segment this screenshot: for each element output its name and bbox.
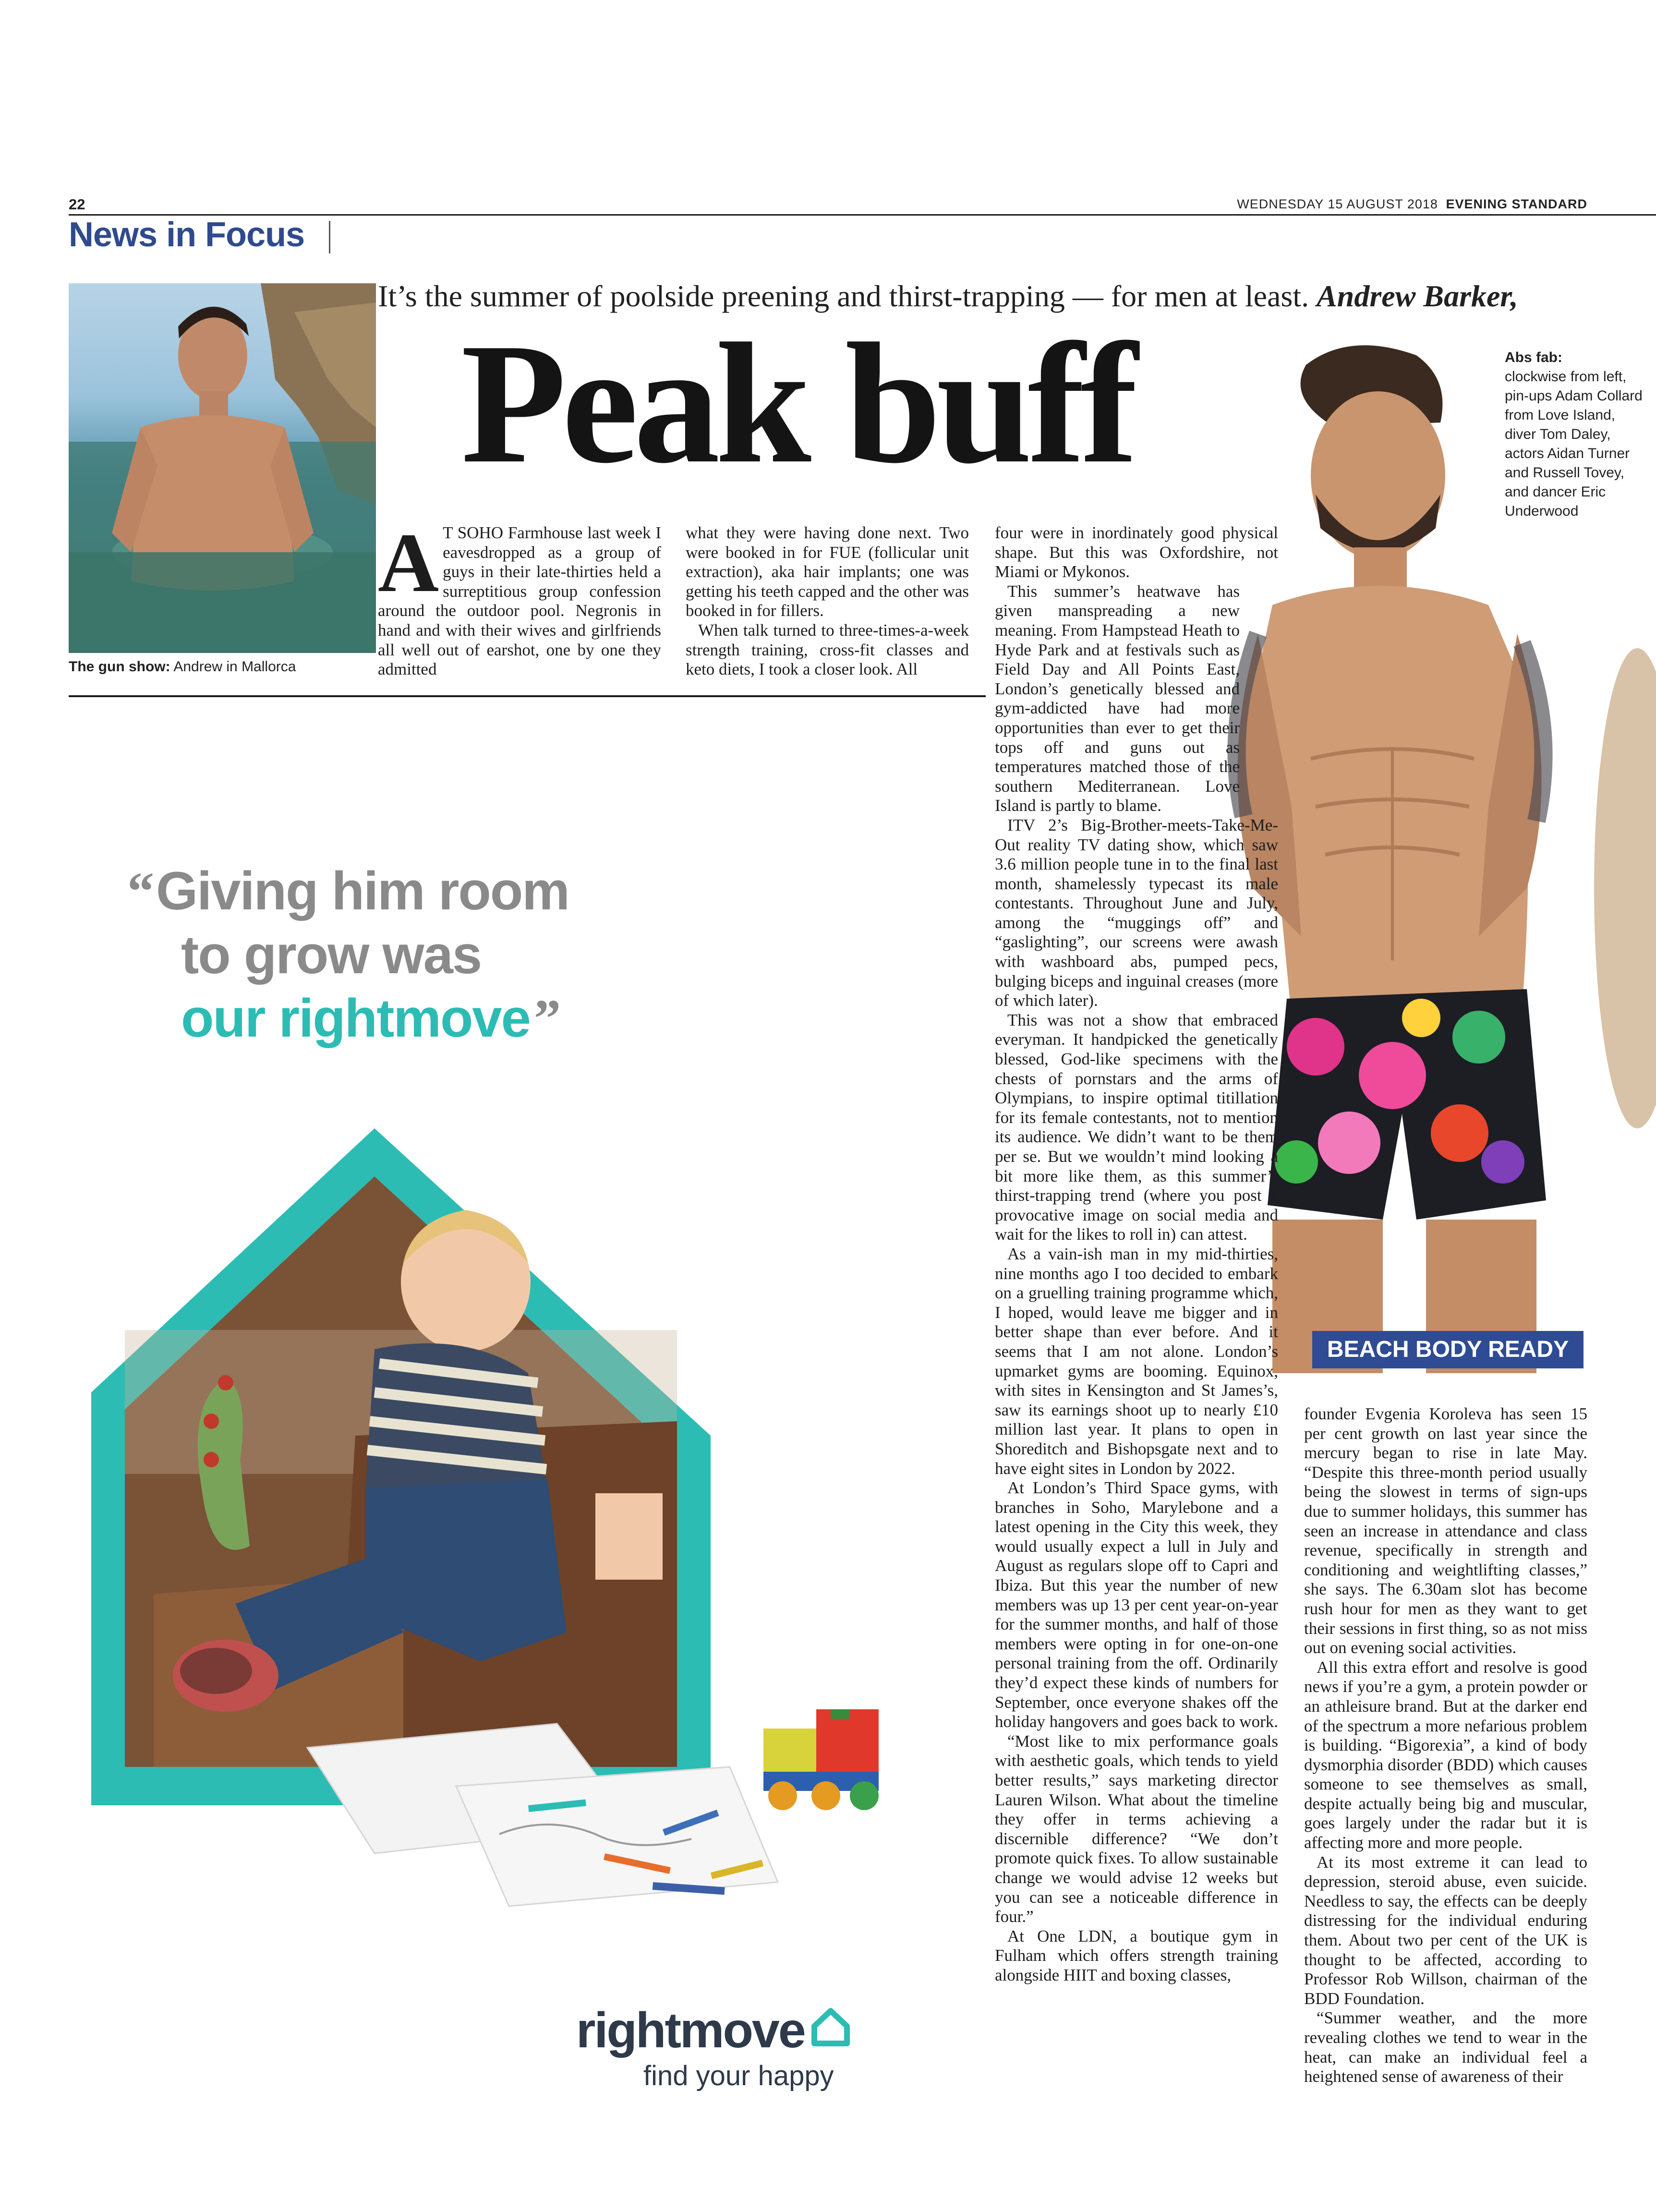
section-divider bbox=[329, 221, 330, 254]
col3-paragraph: As a vain-ish man in my mid-thirties, nine months ago I too decided to embark on a gruelling training programme which, I hoped, would leave me bigger and in better shape than ever before. And it seems that I am not alone. London’s upmarket gyms are booming. Equinox, with sites in Kensington and St James’s, saw its earnings shoot up to nearly £10 million last year. It plans to open in Shoreditch and Bishopsgate next and to have eight sites in London by 2022. bbox=[995, 1244, 1278, 1478]
photo-caption-left bbox=[69, 659, 296, 675]
col4-paragraph: founder Evgenia Koroleva has seen 15 per cent growth on last year since the mercury began to rise in late May. “Despite this three-month period usually being the slowest in terms of sign-ups due to summer holidays, this summer has seen an increase in attendance and class revenue, specifically in strength and conditioning and weightlifting classes,” she says. The 6.30am slot has become rush hour for men as they want to get their sessions in first thing, so as not miss out on evening social activities. bbox=[1304, 1404, 1587, 1657]
col3-paragraph: four were in inordinately good physical shape. But this was Oxfordshire, not Miami or Mykonos. bbox=[995, 523, 1278, 581]
caption-right-text: clockwise from left, pin-ups Adam Collard from Love Island, diver Tom Daley, actors Aidan Turner and Russell Tovey, and dancer Eric Underwood bbox=[1505, 369, 1643, 519]
article-column-4 bbox=[1304, 1404, 1587, 2087]
col4-paragraph: All this extra effort and resolve is good news if you’re a gym, a protein powder or an athleisure brand. But at the darker end of the spectrum a more nefarious problem is building. “Bigorexia”, a kind of body dysmorphia disorder (BDD) which causes someone to see themselves as small, despite actually being big and muscular, goes largely under the radar but it is affecting more and more people. bbox=[1304, 1657, 1587, 1852]
caption-left-bold: The gun show: bbox=[69, 659, 170, 675]
header-rule bbox=[69, 214, 1656, 216]
ad-quote-close: ” bbox=[533, 989, 560, 1049]
author-photo bbox=[69, 283, 376, 653]
rightmove-logo bbox=[576, 2002, 852, 2059]
col3-paragraph: This was not a show that embraced everyman. It handpicked the genetically blessed, God-like specimens with the chests of pornstars and the arms of Olympians, to inspire optimal titillation for its female contestants, not to mention its audience. We didn’t want to be them per se. But we wouldn’t mind looking a bit more like them, as this summer’s thirst-trapping trend (where you post a provocative image on social media and wait for the likes to roll in) can attest. bbox=[995, 1010, 1278, 1244]
ad-line-3: our rightmove bbox=[181, 988, 530, 1048]
ad-quote-line-3 bbox=[127, 987, 569, 1051]
standfirst-text: It’s the summer of poolside preening and thirst-trapping — for men at least. bbox=[378, 279, 1309, 313]
ad-line-1: Giving him room bbox=[156, 861, 569, 921]
byline: Andrew Barker, bbox=[1317, 279, 1518, 313]
date-line bbox=[1237, 197, 1587, 212]
article-column-3 bbox=[995, 523, 1278, 1985]
article-column-1 bbox=[378, 516, 661, 679]
article-column-2 bbox=[686, 523, 969, 679]
drop-cap: A bbox=[378, 516, 439, 610]
beach-body-banner: BEACH BODY READY bbox=[1312, 1331, 1583, 1368]
col3-paragraph: This summer’s heatwave has given manspreading a new meaning. From Hampstead Heath to Hyde Park and at festivals such as Field Day and All Points East, London’s genetically blessed and gym-addicted have had more opportunities than ever to get their tops off and guns out as temperatures matched those of the southern Mediterranean. Love Island is partly to blame. bbox=[995, 581, 1240, 815]
col4-paragraph: At its most extreme it can lead to depression, steroid abuse, even suicide. Needless to say, the effects can be deeply distressing for the individual enduring them. About two per cent of the UK is thought to be affected, according to Professor Rob Willson, chairman of the BDD Foundation. bbox=[1304, 1852, 1587, 2008]
rightmove-tagline: find your happy bbox=[643, 2060, 834, 2091]
page-number: 22 bbox=[69, 196, 85, 213]
ad-quote bbox=[127, 859, 569, 1051]
col3-paragraph: ITV 2’s Big-Brother-meets-Take-Me-Out reality TV dating show, which saw 3.6 million people tune in to the final last month, shamelessly typecast its male contestants. Throughout June and July, among the “muggings off” and “gaslighting”, our screens were awash with washboard abs, pumped pecs, bulging biceps and inguinal creases (more of which later). bbox=[995, 815, 1278, 1010]
col1-text: T SOHO Farmhouse last week I eavesdropped as a group of guys in their late-thirties held a surreptitious group confession around the outdoor pool. Negronis in hand and with their wives and girlfriends all well out of earshot, one by one they admitted bbox=[378, 523, 661, 679]
toy-train bbox=[763, 1709, 879, 1810]
ad-quote-line-1 bbox=[127, 859, 569, 923]
col3-paragraph: At London’s Third Space gyms, with branches in Soho, Marylebone and a latest opening in the City this week, they would usually expect a lull in July and August as regulars slope off to Capri and Ibiza. But this year the number of new members was up 13 per cent year-on-year for the summer months, and half of those members were opting in for one-on-one personal training from the off. Ordinarily they’d expect these kinds of numbers for September, once everyone shakes off the holiday hangovers and goes back to work. bbox=[995, 1478, 1278, 1731]
headline: Peak buff bbox=[461, 307, 1134, 499]
ad-quote-open: “ bbox=[127, 862, 153, 921]
ad-line-2: to grow was bbox=[181, 925, 482, 985]
caption-right-bold: Abs fab: bbox=[1505, 350, 1562, 365]
date-text: WEDNESDAY 15 AUGUST 2018 bbox=[1237, 197, 1438, 211]
caption-left-text: Andrew in Mallorca bbox=[173, 659, 296, 675]
col2-paragraph-2: When talk turned to three-times-a-week strength training, cross-fit classes and keto diets, I took a closer look. All bbox=[686, 620, 969, 679]
col4-paragraph: “Summer weather, and the more revealing clothes we tend to wear in the heat, can make an individual feel a heightened sense of awareness of their bbox=[1304, 2008, 1587, 2086]
col3-paragraph: At One LDN, a boutique gym in Fulham which offers strength training alongside HIIT and boxing classes, bbox=[995, 1926, 1278, 1984]
col3-paragraph: “Most like to mix performance goals with aesthetic goals, which tends to yield better results,” says marketing director Lauren Wilson. What about the timeline they offer in terms achieving a discernible difference? “We don’t promote quick fixes. To allow sustainable change we would advise 12 weeks but you can see a noticeable difference in four.” bbox=[995, 1731, 1278, 1926]
section-rule bbox=[69, 695, 986, 697]
paper-name: EVENING STANDARD bbox=[1446, 197, 1587, 211]
photo-caption-right bbox=[1505, 348, 1649, 521]
house-logo-icon bbox=[810, 2006, 852, 2051]
ad-paper-crayons bbox=[298, 1709, 931, 1911]
logo-text: rightmove bbox=[576, 2003, 805, 2058]
col2-paragraph: what they were having done next. Two were booked in for FUE (follicular unit extraction), aka hair implants; one was getting his teeth capped and the other was booked in for fillers. bbox=[686, 523, 969, 620]
section-label: News in Focus bbox=[69, 216, 305, 254]
